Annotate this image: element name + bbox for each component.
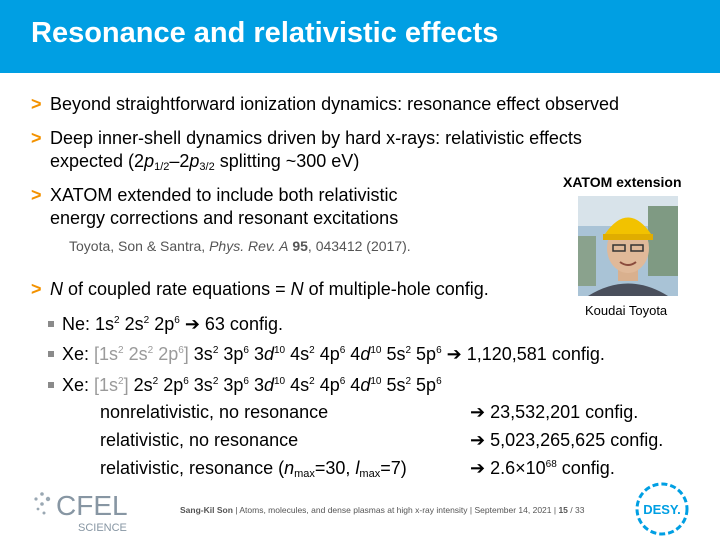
portrait-photo [578,196,678,296]
right-arrow-icon: ➔ [184,314,200,334]
sub-bullet-xe-1: Xe: [$1s^2$ $2s^2$ $2p^6$] $3s^2$ $3p^6$ $3d^{10}$ $4s^2$ $4p^6$ $4d^{10}$ $5s^2$ $5p^6$ ➔ 1,120,581 config. [48,344,605,365]
photo-caption: Koudai Toyota [585,303,668,318]
bullet-arrow-icon: > [31,279,42,299]
right-arrow-icon: ➔ [470,458,486,478]
svg-text:SCIENCE: SCIENCE [78,522,127,534]
sub-bullet-ne: Ne: $1s^2$ $2s^2$ $2p^6$ ➔ 63 config. [48,314,283,335]
bullet-text: Beyond straightforward ionization dynamics: resonance effect observed [50,94,619,114]
bullet-text: Deep inner-shell dynamics driven by hard x-rays: relativistic effects [50,128,582,148]
sub-bullet-xe-2: Xe: $[1s^2]$ $2s^2$ $2p^6$ $3s^2$ $3p^6$ $3d^{10}$ $4s^2$ $4p^6$ $4d^{10}$ $5s^2$ $5p^6$ [48,375,442,396]
bullet-text-line2: expected ($2p_{1/2}-2p_{3/2}$ splitting ~300 eV) [50,151,360,173]
svg-text:DESY.: DESY. [643,502,681,517]
bullet-text: XATOM extended to include both relativistic [50,185,398,205]
square-bullet-icon [48,321,54,327]
case-result: ➔ $2.6\times 10^{68}$ config. [470,458,615,478]
xatom-extension-title: XATOM extension [563,174,682,190]
svg-text:CFEL: CFEL [56,490,128,521]
square-bullet-icon [48,382,54,388]
reference: Toyota, Son & Santra, Phys. Rev. A 95, 043412 (2017). [69,238,411,254]
square-bullet-icon [48,351,54,357]
case-result: ➔ 23,532,201 config. [470,402,639,422]
case-result: ➔ 5,023,265,625 config. [470,430,664,450]
bullet-arrow-icon: > [31,185,42,205]
footer: Sang-Kil Son | Atoms, molecules, and dense plasmas at high x-ray intensity | September 14, 2021 | 15 / 33 [180,505,585,515]
case-label: relativistic, no resonance [100,430,299,450]
slide-title: Resonance and relativistic effects [31,17,499,49]
right-arrow-icon: ➔ [446,344,462,364]
bullet-text: N of coupled rate equations = N of multiple-hole config. [50,279,489,299]
cfel-logo [30,485,140,537]
bullet-arrow-icon: > [31,94,42,114]
case-label: relativistic, resonance ($n_{max}=30$, $l_{max}=7$) [100,458,407,480]
desy-logo [635,482,689,536]
case-label: nonrelativistic, no resonance [100,402,329,422]
bullet-arrow-icon: > [31,128,42,148]
title-bar [0,0,720,73]
bullet-text-line2: energy corrections and resonant excitations [50,208,399,228]
right-arrow-icon: ➔ [470,430,486,450]
right-arrow-icon: ➔ [470,402,486,422]
